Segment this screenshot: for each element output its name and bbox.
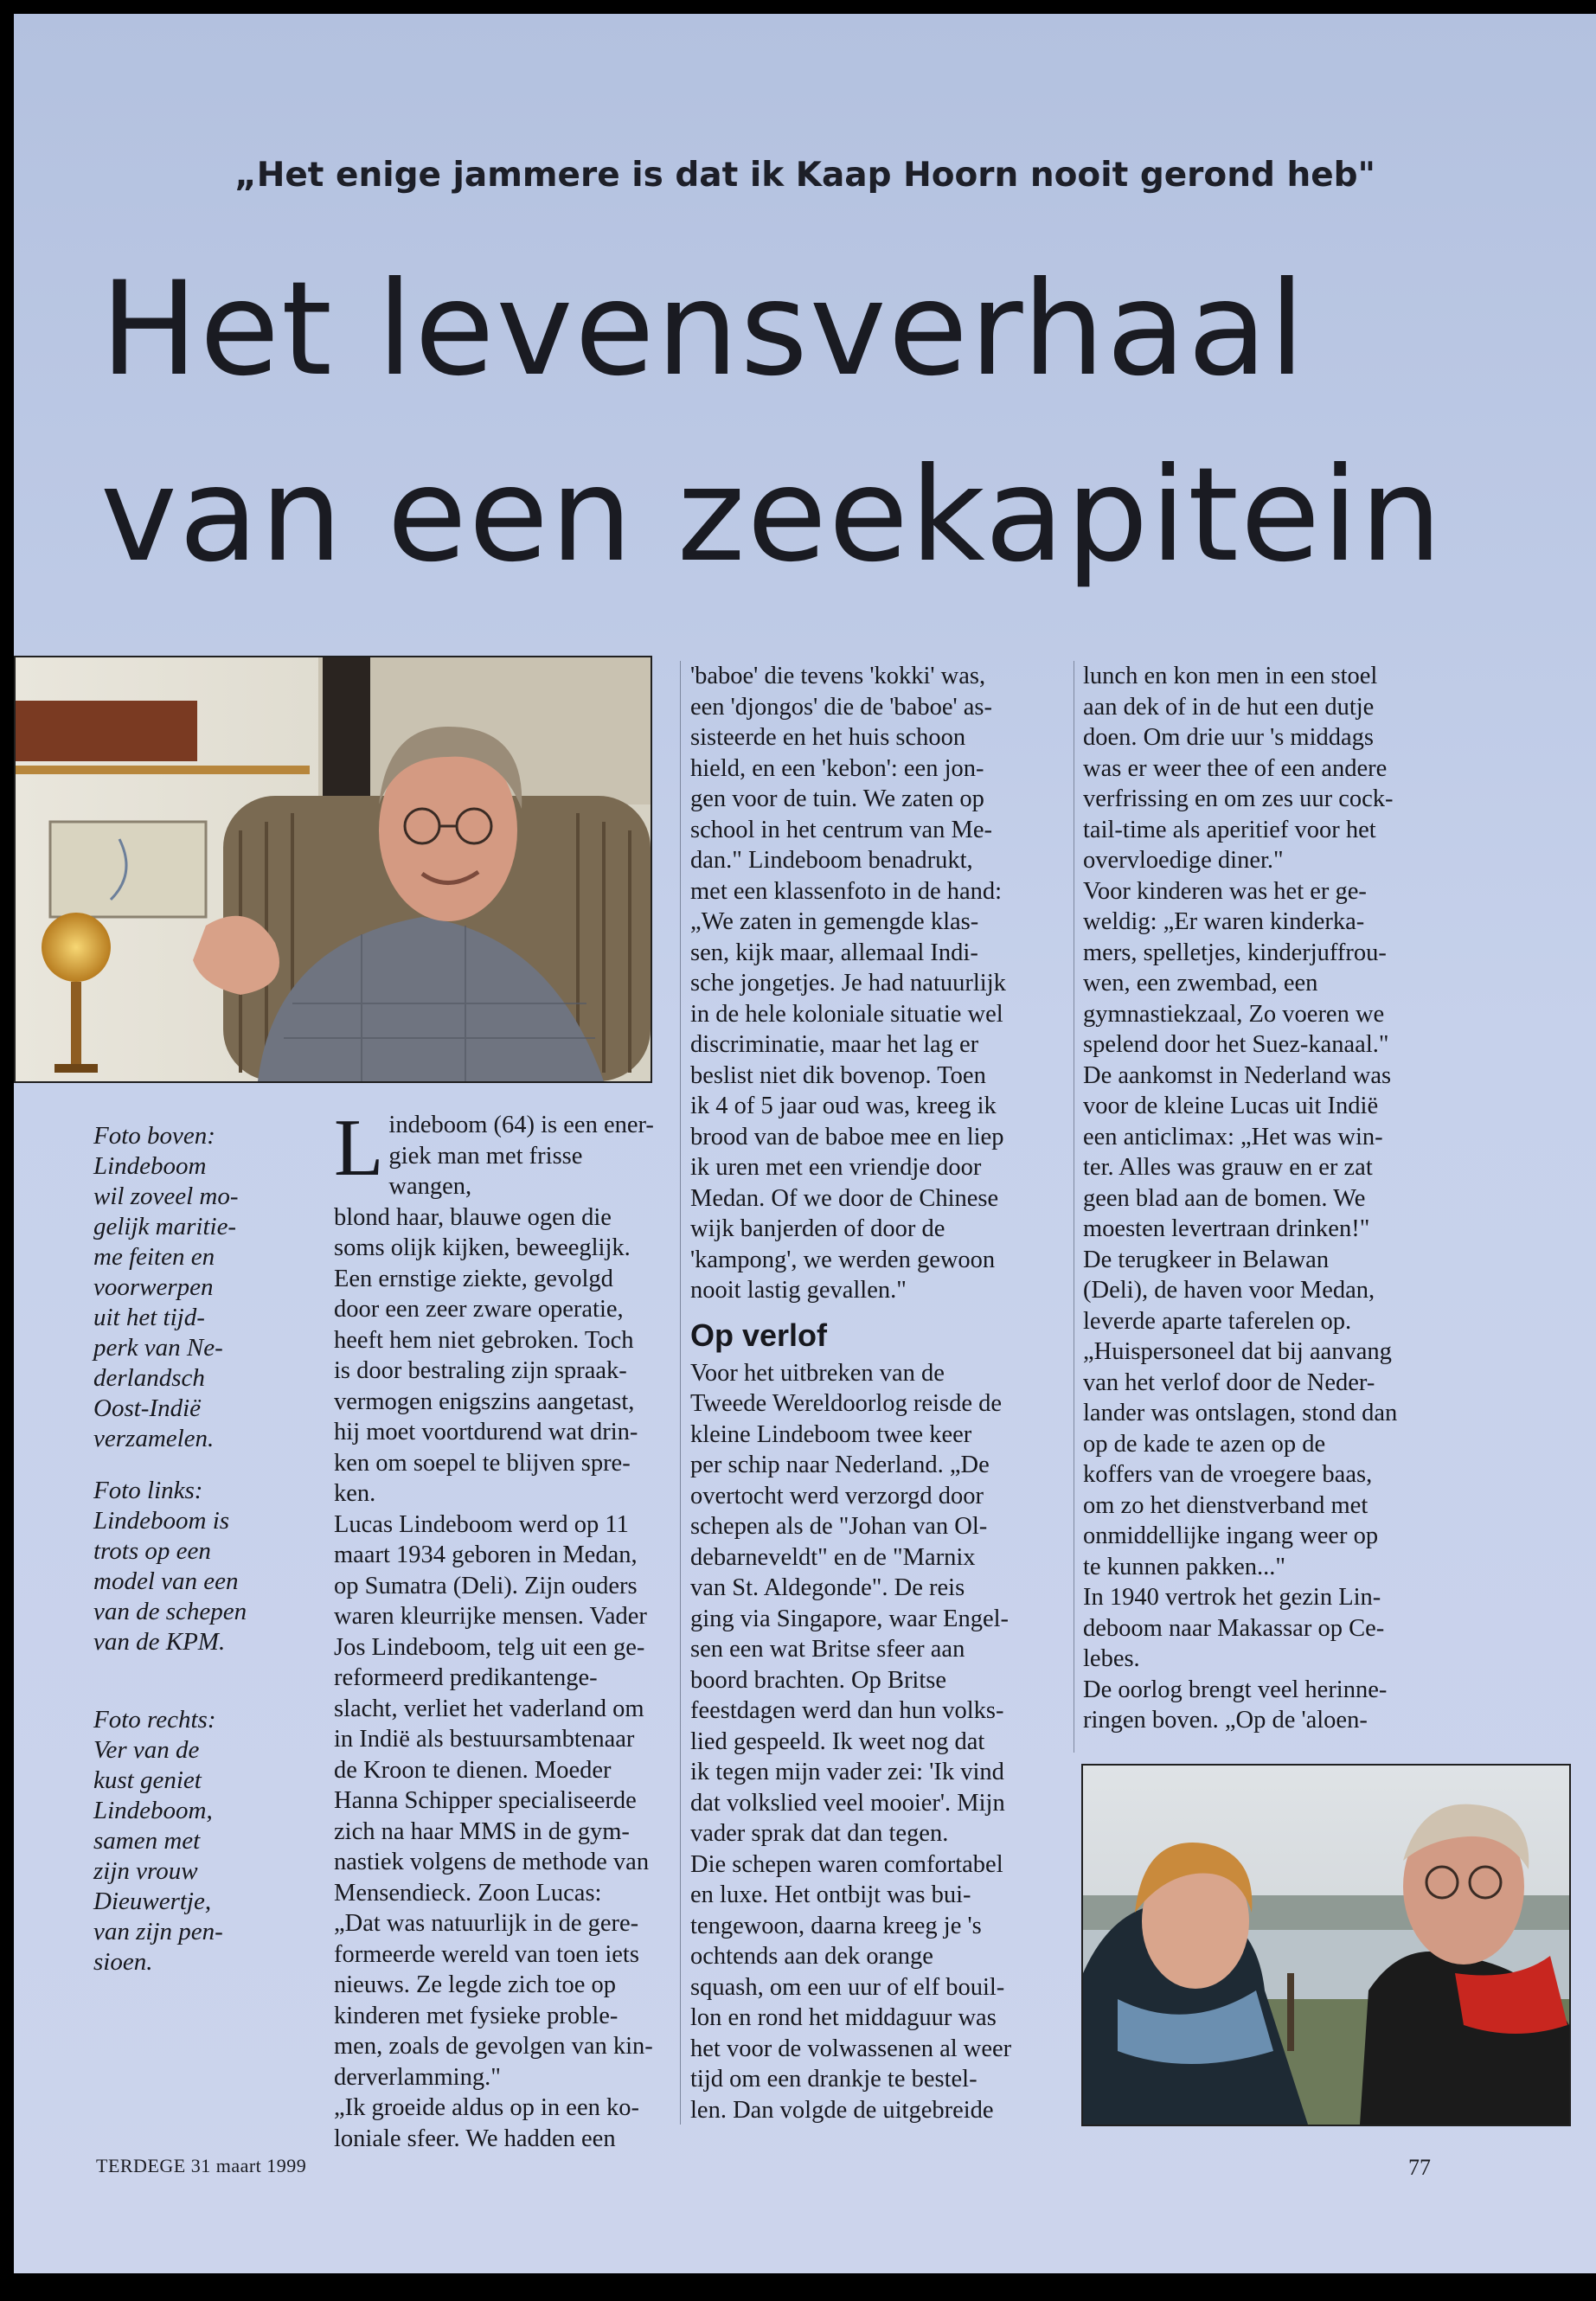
drop-cap: L <box>334 1103 384 1193</box>
caption-foto-links: Foto links: Lindeboom is trots op een model van een van de schepen van de KPM. <box>93 1477 247 1656</box>
text-line: een 'djongos' die de 'baboe' as- <box>690 693 992 721</box>
text-line: het voor de volwassenen al weer <box>690 2035 1012 2062</box>
text-line: gymnastiekzaal, Zo voeren we <box>1083 1000 1385 1028</box>
text-line: dan." Lindeboom benadrukt, <box>690 847 973 874</box>
text-line: de Kroon te dienen. Moeder <box>334 1756 612 1784</box>
text-line: ik tegen mijn vader zei: 'Ik vind <box>690 1759 1004 1785</box>
column-2-text-b <box>690 1358 1067 2126</box>
text-line: per schip naar Nederland. „De <box>690 1452 990 1478</box>
text-line: deboom naar Makassar op Ce- <box>1083 1614 1385 1642</box>
text-line: leverde aparte taferelen op. <box>1083 1307 1352 1335</box>
text-line: nieuws. Ze legde zich toe op <box>334 1971 617 1998</box>
text-line: Mensendieck. Zoon Lucas: <box>334 1879 602 1907</box>
text-line: zich na haar MMS in de gym- <box>334 1817 630 1845</box>
headline-line-2: van een zeekapitein <box>100 440 1444 591</box>
text-line: 'baboe' die tevens 'kokki' was, <box>690 663 986 689</box>
text-line: Hanna Schipper specialiseerde <box>334 1787 637 1814</box>
photo-lindeboom-armchair <box>14 656 652 1083</box>
text-line: wen, een zwembad, een <box>1083 970 1318 997</box>
text-line: tengewoon, daarna kreeg je 's <box>690 1912 982 1939</box>
text-line: ochtends aan dek orange <box>690 1943 933 1970</box>
text-line: een anticlimax: „Het was win- <box>1083 1123 1383 1150</box>
text-line: vermogen enigszins aangetast, <box>334 1388 635 1415</box>
text-line: koffers van de vroegere baas, <box>1083 1461 1373 1488</box>
text-line: De oorlog brengt veel herinne- <box>1083 1676 1388 1703</box>
page-number: 77 <box>1408 2155 1431 2180</box>
text-line: is door bestraling zijn spraak- <box>334 1357 627 1384</box>
text-line: dat volkslied veel mooier'. Mijn <box>690 1789 1005 1817</box>
text-line: sen een wat Britse sfeer aan <box>690 1636 965 1663</box>
footer-publication: TERDEGE 31 maart 1999 <box>96 2155 307 2176</box>
text-line: kleine Lindeboom twee keer <box>690 1420 972 1448</box>
text-line: waren kleurrijke mensen. Vader <box>334 1603 647 1630</box>
text-line: aan dek of in de hut een dutje <box>1083 693 1375 721</box>
text-line: tijd om een drankje te bestel- <box>690 2066 977 2093</box>
text-line: en luxe. Het ontbijt was bui- <box>690 1881 971 1908</box>
text-line: Voor het uitbreken van de <box>690 1359 945 1387</box>
text-line: ging via Singapore, waar Engel- <box>690 1605 1010 1632</box>
text-line: voor de kleine Lucas uit Indië <box>1083 1093 1379 1119</box>
text-line: Voor kinderen was het er ge- <box>1083 877 1367 905</box>
text-line: wijk banjerden of door de <box>690 1215 945 1242</box>
text-line: feestdagen werd dan hun volks- <box>690 1697 1004 1724</box>
text-line: giek man met frisse wangen, <box>388 1142 583 1200</box>
text-line: 'kampong', we werden gewoon <box>690 1246 996 1273</box>
text-line: lunch en kon men in een stoel <box>1083 663 1378 689</box>
text-line: school in het centrum van Me- <box>690 816 993 843</box>
text-line: sisteerde en het huis schoon <box>690 724 966 751</box>
caption-foto-boven: Foto boven: Lindeboom wil zoveel mo- gelijk maritie- me feiten en voorwerpen uit het tijd- perk van Ne- derlandsch Oost-Indië verzamelen. <box>93 1122 239 1452</box>
text-line: onmiddellijke ingang weer op <box>1083 1522 1379 1549</box>
text-line: om zo het dienstverband met <box>1083 1491 1368 1519</box>
text-line: op Sumatra (Deli). Zijn ouders <box>334 1572 638 1599</box>
text-line: Tweede Wereldoorlog reisde de <box>690 1390 1002 1417</box>
text-line: Een ernstige ziekte, gevolgd <box>334 1265 613 1292</box>
text-line: ter. Alles was grauw en er zat <box>1083 1154 1373 1181</box>
text-line: loniale sfeer. We hadden een <box>334 2125 616 2152</box>
text-line: overvloedige diner." <box>1083 847 1284 874</box>
text-line: hield, en een 'kebon': een jon- <box>690 754 984 782</box>
text-line: verfrissing en om zes uur cock- <box>1083 785 1394 812</box>
text-line: lander was ontslagen, stond dan <box>1083 1400 1398 1426</box>
text-line: vader sprak dat dan tegen. <box>690 1820 949 1847</box>
scan-border <box>0 2273 1596 2301</box>
text-line: soms olijk kijken, beweeglijk. <box>334 1234 631 1261</box>
text-line: Jos Lindeboom, telg uit een ge- <box>334 1633 645 1661</box>
text-line: De aankomst in Nederland was <box>1083 1061 1392 1089</box>
text-line: slacht, verliet het vaderland om <box>334 1695 644 1722</box>
text-line: ik uren met een vriendje door <box>690 1154 982 1181</box>
text-line: lied gespeeld. Ik weet nog dat <box>690 1727 985 1755</box>
text-line: was er weer thee of een andere <box>1083 754 1388 782</box>
text-line: sen, kijk maar, allemaal Indi- <box>690 939 978 966</box>
text-line: ik 4 of 5 jaar oud was, kreeg ik <box>690 1093 997 1119</box>
text-line: moesten levertraan drinken!" <box>1083 1215 1370 1242</box>
column-1-text <box>334 1103 671 2154</box>
text-line: Lucas Lindeboom werd op 11 <box>334 1510 629 1538</box>
text-line: nooit lastig gevallen." <box>690 1277 907 1304</box>
text-line: ken. <box>334 1480 376 1507</box>
text-line: van St. Aldegonde". De reis <box>690 1574 965 1601</box>
text-line: sche jongetjes. Je had natuurlijk <box>690 970 1006 997</box>
text-line: tail-time als aperitief voor het <box>1083 816 1376 843</box>
column-2-text-a <box>690 661 1067 1306</box>
text-line: maart 1934 geboren in Medan, <box>334 1541 638 1568</box>
text-line: weldig: „Er waren kinderka- <box>1083 908 1365 935</box>
text-line: men, zoals de gevolgen van kin- <box>334 2033 653 2060</box>
text-line: „Dat was natuurlijk in de gere- <box>334 1910 639 1937</box>
text-line: boord brachten. Op Britse <box>690 1666 947 1694</box>
text-line: in de hele koloniale situatie wel <box>690 1000 1003 1028</box>
text-line: squash, om een uur of elf bouil- <box>690 1973 1005 2001</box>
caption-foto-rechts: Foto rechts: Ver van de kust geniet Lindeboom, samen met zijn vrouw Dieuwertje, van zijn pen- sioen. <box>93 1706 223 1976</box>
text-line: met een klassenfoto in de hand: <box>690 877 1003 905</box>
headline-line-1: Het levensverhaal <box>100 254 1307 405</box>
text-line: blond haar, blauwe ogen die <box>334 1203 612 1231</box>
text-line: discriminatie, maar het lag er <box>690 1031 979 1058</box>
text-line: indeboom (64) is een ener- <box>388 1112 654 1138</box>
text-line: kinderen met fysieke proble- <box>334 2002 619 2029</box>
text-line: formeerde wereld van toen iets <box>334 1940 639 1968</box>
text-line: derverlamming." <box>334 2063 501 2091</box>
text-line: in Indië als bestuursambtenaar <box>334 1726 635 1753</box>
text-line: ringen boven. „Op de 'aloen- <box>1083 1707 1368 1734</box>
text-line: „Huispersoneel dat bij aanvang <box>1083 1338 1392 1365</box>
article-column-2 <box>690 661 1067 2125</box>
text-line: beslist niet dik bovenop. Toen <box>690 1061 986 1089</box>
text-line: brood van de baboe mee en liep <box>690 1123 1004 1150</box>
text-line: spelend door het Suez-kanaal." <box>1083 1031 1389 1058</box>
text-line: overtocht werd verzorgd door <box>690 1482 984 1509</box>
magazine-page <box>14 14 1596 2273</box>
text-line: van het verlof door de Neder- <box>1083 1368 1375 1396</box>
subheading-op-verlof: Op verlof <box>690 1317 828 1353</box>
text-line: lebes. <box>1083 1645 1140 1672</box>
text-line: In 1940 vertrok het gezin Lin- <box>1083 1584 1381 1611</box>
text-line: „Ik groeide aldus op in een ko- <box>334 2094 639 2121</box>
text-line: door een zeer zware operatie, <box>334 1296 624 1323</box>
text-line: heeft hem niet gebroken. Toch <box>334 1326 634 1354</box>
text-line: Medan. Of we door de Chinese <box>690 1184 999 1212</box>
text-line: hij moet voortdurend wat drin- <box>334 1419 638 1445</box>
text-line: lon en rond het middaguur was <box>690 2004 997 2031</box>
text-line: len. Dan volgde de uitgebreide <box>690 2096 994 2124</box>
column-3-text <box>1083 661 1455 1736</box>
kicker-quote: „Het enige jammere is dat ik Kaap Hoorn nooit gerond heb" <box>234 156 1375 195</box>
text-line: doen. Om drie uur 's middags <box>1083 724 1375 751</box>
text-line: mers, spelletjes, kinderjuffrou- <box>1083 939 1387 966</box>
text-line: te kunnen pakken..." <box>1083 1553 1286 1580</box>
text-line: reformeerd predikantenge- <box>334 1664 598 1691</box>
text-line: De terugkeer in Belawan <box>1083 1246 1330 1273</box>
text-line: (Deli), de haven voor Medan, <box>1083 1277 1375 1304</box>
text-line: op de kade te azen op de <box>1083 1430 1326 1458</box>
text-line: ken om soepel te blijven spre- <box>334 1449 631 1477</box>
photo-couple-outdoors <box>1081 1764 1571 2126</box>
text-line: nastiek volgens de methode van <box>334 1849 650 1875</box>
text-line: schepen als de "Johan van Ol- <box>690 1513 988 1540</box>
article-column-3 <box>1083 661 1455 1736</box>
text-line: debarneveldt" en de "Marnix <box>690 1543 976 1571</box>
text-line: geen blad aan de bomen. We <box>1083 1184 1366 1212</box>
text-line: „We zaten in gemengde klas- <box>690 908 979 935</box>
text-line: Die schepen waren comfortabel <box>690 1850 1003 1878</box>
text-line: gen voor de tuin. We zaten op <box>690 785 984 812</box>
column-rule <box>680 661 681 2125</box>
article-column-1 <box>334 1103 671 2154</box>
